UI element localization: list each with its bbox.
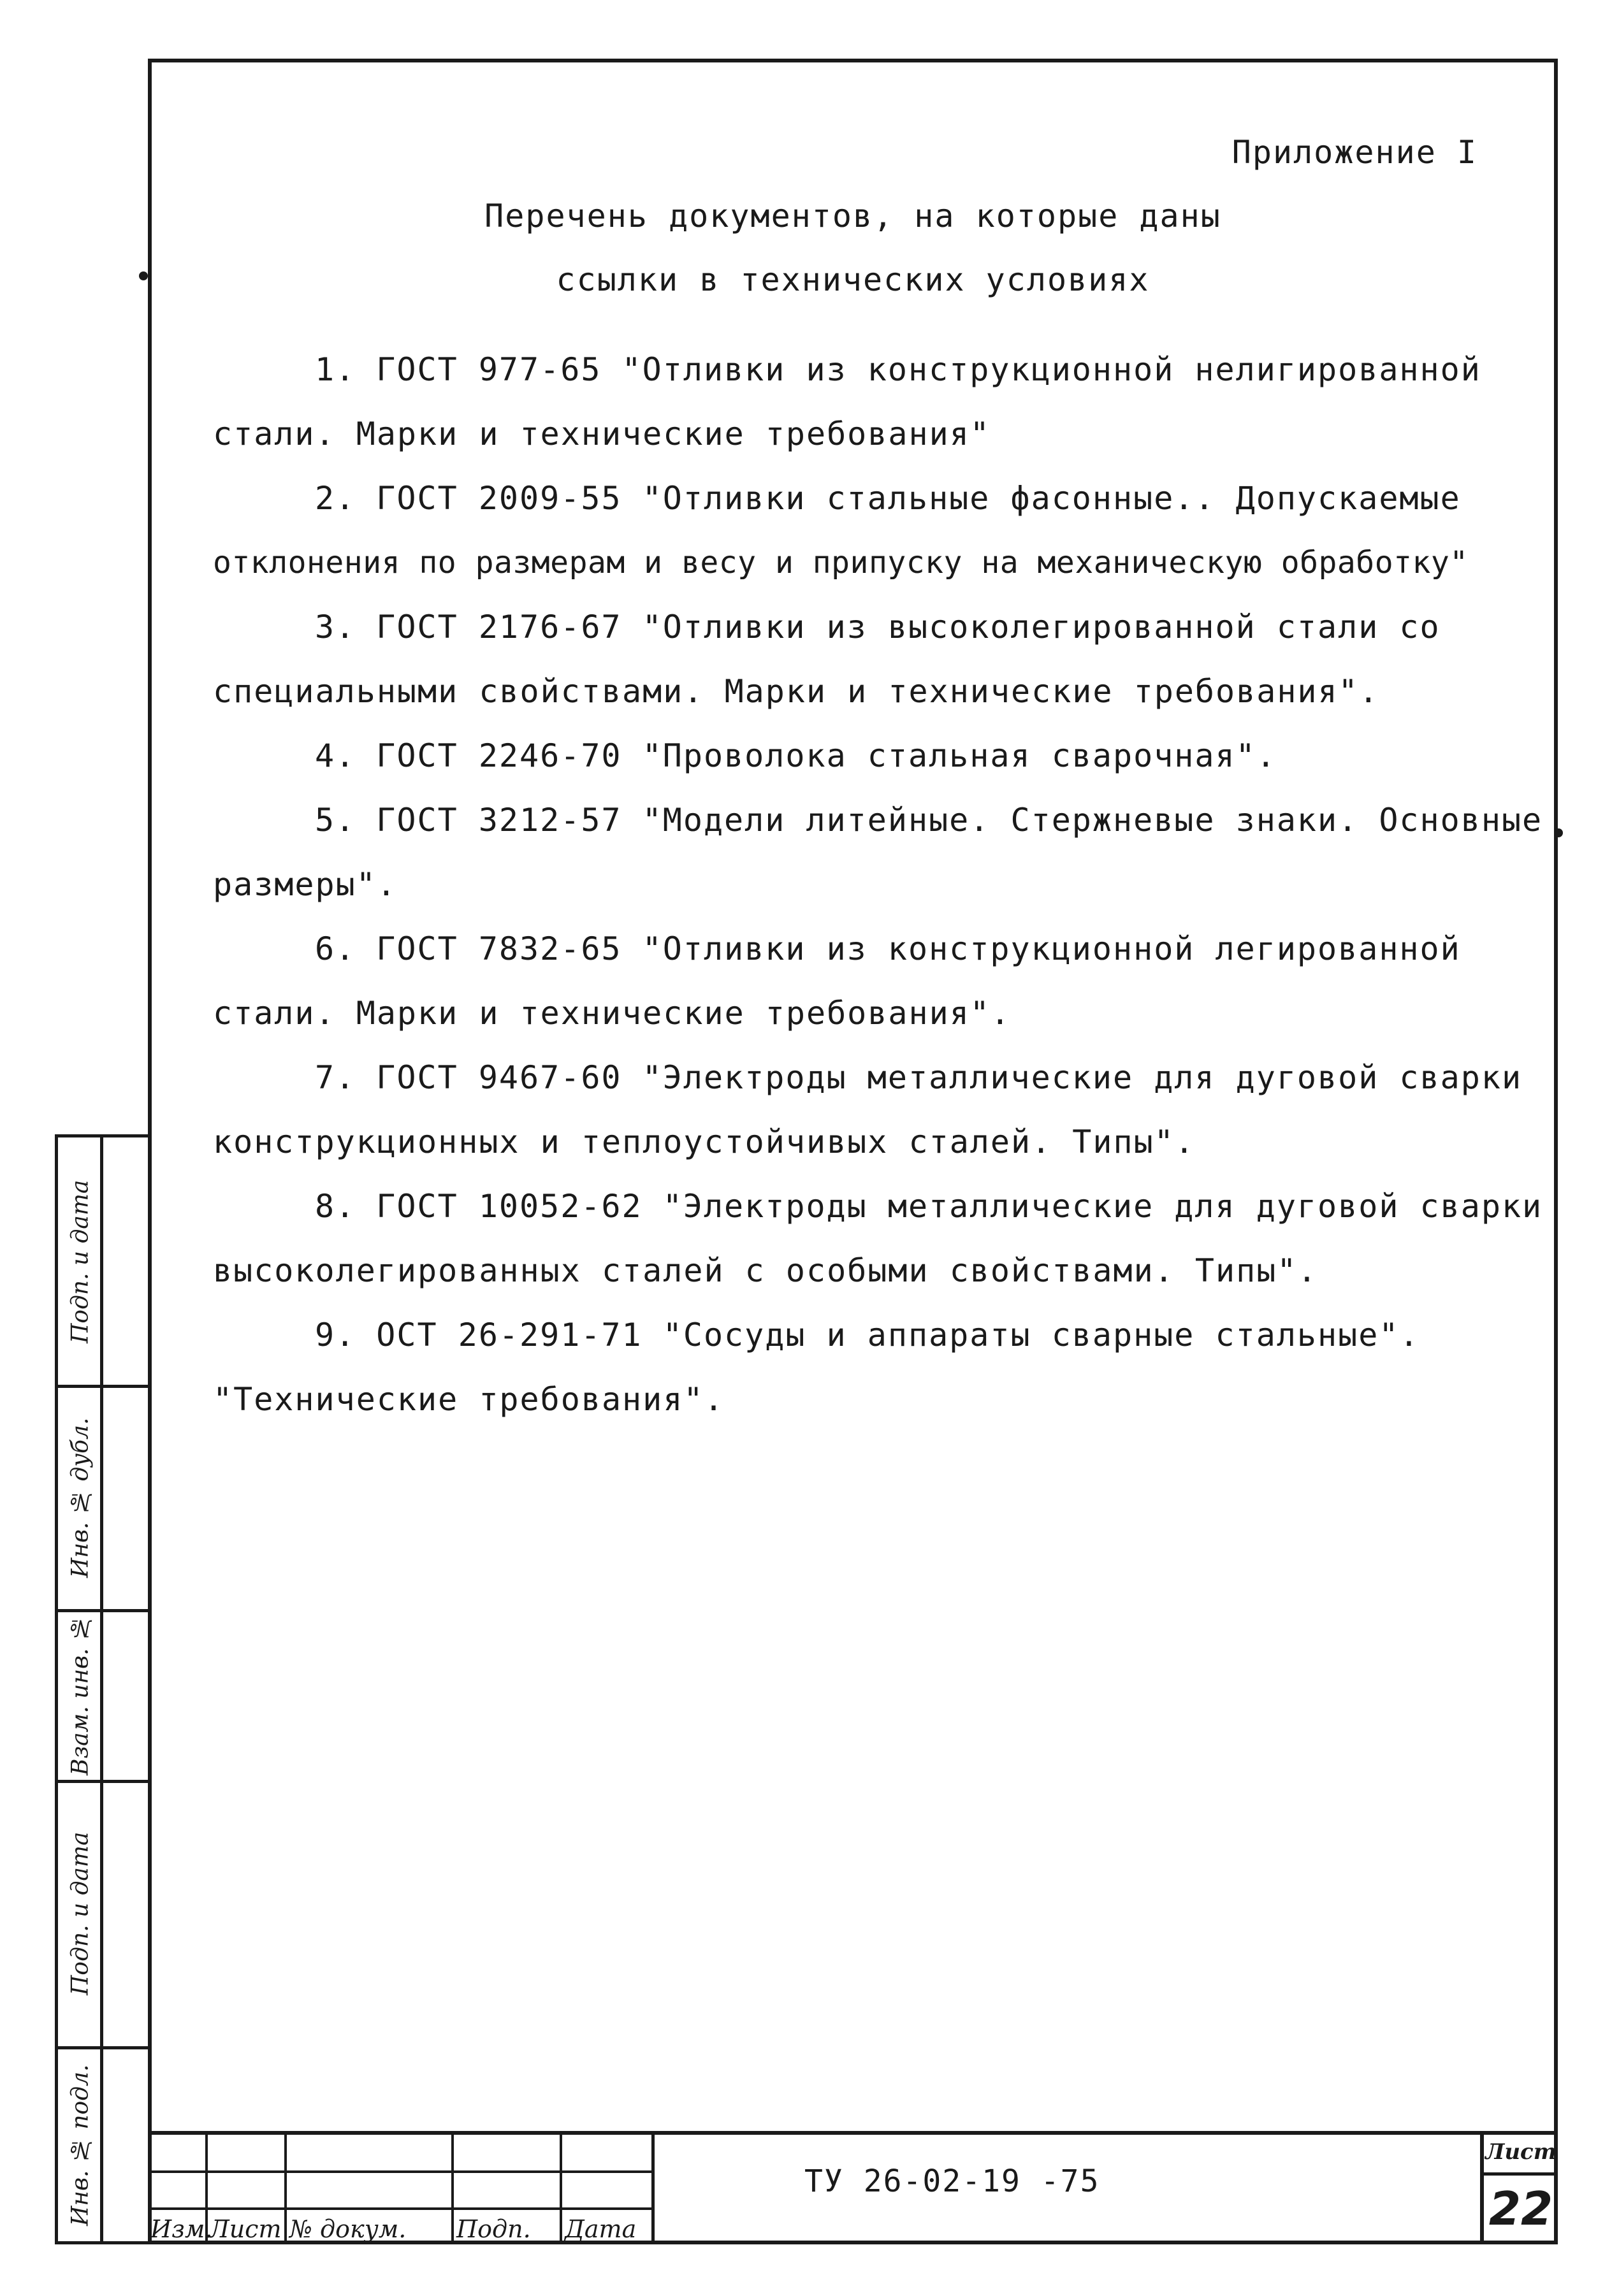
reference-line: размеры". (213, 866, 397, 903)
revision-row (148, 2207, 655, 2210)
reference-line: стали. Марки и технические требования" (213, 415, 991, 452)
sheet-number-box (1480, 2131, 1558, 2244)
reference-line: конструкционных и теплоустойчивых сталей. Типы". (213, 1123, 1195, 1160)
reference-item-9 (213, 1303, 1551, 1432)
sheet-number: 22 (1488, 2182, 1553, 2235)
revision-row (148, 2170, 655, 2173)
reference-item-5 (213, 788, 1551, 917)
column-label-document-no: № докум. (289, 2215, 407, 2243)
column-label-signature: Подп. (456, 2215, 531, 2243)
reference-item-8 (213, 1174, 1551, 1303)
binding-strip (55, 1134, 148, 2244)
strip-divider (100, 1137, 103, 2241)
column-label-date: Дата (565, 2215, 637, 2243)
reference-line: специальными свойствами. Марки и технические требования". (213, 673, 1379, 710)
column-label-change: Изм. (150, 2215, 213, 2243)
reference-line: 3. ГОСТ 2176-67 "Отливки из высоколегированной стали со (315, 609, 1441, 646)
column-label-sheet: Лист (209, 2215, 282, 2243)
reference-line: "Технические требования". (213, 1381, 725, 1418)
reference-line: 1. ГОСТ 977-65 "Отливки из конструкционной нелигированной (315, 351, 1481, 388)
reference-line: стали. Марки и технические требования". (213, 995, 1011, 1032)
reference-line: 7. ГОСТ 9467-60 "Электроды металлические для дуговой сварки (315, 1059, 1523, 1096)
strip-divider (58, 1385, 148, 1388)
sheet-label: Лист (1484, 2131, 1558, 2176)
reference-line: отклонения по размерам и весу и припуску на механическую обработку" (213, 545, 1469, 581)
reference-item-4 (213, 724, 1551, 788)
strip-divider (58, 2046, 148, 2049)
strip-label-original-inventory: Инв. № подл. (67, 2064, 94, 2226)
reference-line: высоколегированных сталей с особыми свойствами. Типы". (213, 1252, 1318, 1289)
appendix-label: Приложение I (1231, 134, 1477, 171)
reference-line: 4. ГОСТ 2246-70 "Проволока стальная сварочная". (315, 737, 1277, 774)
reference-item-7 (213, 1046, 1551, 1174)
strip-label-signature-date-2: Подп. и дата (67, 1831, 94, 1996)
binding-dot (1554, 828, 1563, 837)
reference-item-6 (213, 917, 1551, 1046)
strip-label-signature-date: Подп. и дата (67, 1180, 94, 1344)
document-designation: ТУ 26-02-19 -75 (804, 2163, 1100, 2199)
strip-divider (58, 1780, 148, 1783)
document-heading-line-2: ссылки в технических условиях (556, 261, 1150, 298)
reference-item-2 (213, 466, 1551, 595)
strip-label-replaced-inventory: Взам. инв. № (67, 1614, 94, 1776)
strip-label-duplicate-no: Инв. № дубл. (67, 1417, 94, 1578)
reference-line: 5. ГОСТ 3212-57 "Модели литейные. Стержневые знаки. Основные (315, 802, 1543, 839)
revision-column (284, 2135, 287, 2244)
reference-line: 2. ГОСТ 2009-55 "Отливки стальные фасонные.. Допускаемые (315, 480, 1461, 517)
reference-item-1 (213, 338, 1551, 466)
revision-column (560, 2135, 562, 2244)
reference-list (213, 338, 1551, 1432)
revision-column (451, 2135, 454, 2244)
binding-dot (139, 271, 148, 280)
strip-divider (58, 1609, 148, 1612)
reference-line: 9. ОСТ 26-291-71 "Сосуды и аппараты сварные стальные". (315, 1317, 1420, 1354)
document-heading-line-1: Перечень документов, на которые даны (484, 198, 1221, 235)
reference-line: 6. ГОСТ 7832-65 "Отливки из конструкционной легированной (315, 930, 1461, 967)
revision-table (148, 2135, 655, 2244)
reference-line: 8. ГОСТ 10052-62 "Электроды металлические для дуговой сварки (315, 1188, 1543, 1225)
reference-item-3 (213, 595, 1551, 724)
